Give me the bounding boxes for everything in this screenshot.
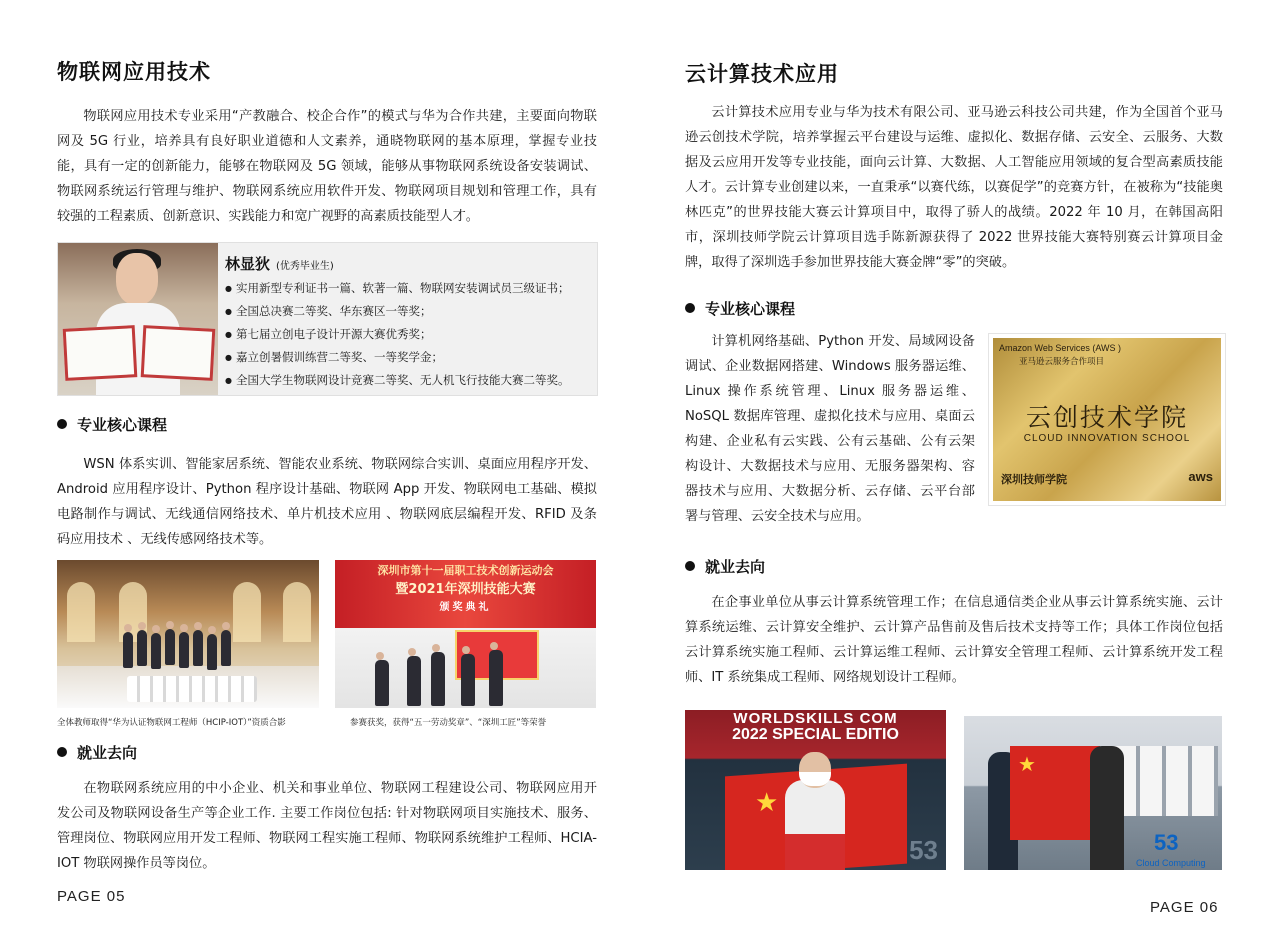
graduate-tag: (优秀毕业生) (276, 261, 334, 272)
iot-core-heading: 专业核心课程 (57, 414, 167, 435)
star-icon: ★ (755, 788, 779, 818)
award-item: ● 嘉立创暑假训练营二等奖、一等奖学金； (225, 346, 569, 369)
bullet-icon (685, 303, 695, 313)
graduate-awards (225, 277, 569, 392)
aws-logo: aws (1188, 469, 1213, 484)
page-number: PAGE 05 (57, 888, 126, 905)
award-item: ● 全国总决赛二等奖、华东赛区一等奖； (225, 300, 569, 323)
plaque-subtitle: CLOUD INNOVATION SCHOOL (1023, 433, 1191, 444)
graduate-photo (58, 243, 218, 395)
cloud-career-heading: 就业去向 (685, 556, 765, 577)
bullet-icon (57, 419, 67, 429)
star-icon: ★ (1018, 752, 1036, 776)
iot-career-text: 在物联网系统应用的中小企业、机关和事业单位、物联网工程建设公司、物联网应用开发公司及物联网设备生产等企业工作. 主要工作岗位包括: 针对物联网项目实施技术、服务、管理岗位、物联网应用开发工程师、物联网工程实施工程师、物联网系统维护工程师、HCIA-IOT 物联网操作员等岗位。 (57, 781, 597, 871)
cloud-core-heading: 专业核心课程 (685, 298, 795, 319)
teachers-group-photo (57, 560, 319, 708)
award-item: ● 实用新型专利证书一篇、软著一篇、物联网安装调试员三级证书； (225, 277, 569, 300)
cloud-intro: 云计算技术应用专业与华为技术有限公司、亚马逊云科技公司共建，作为全国首个亚马逊云创技术学院，培养掌握云平台建设与运维、虚拟化、数据存储、云安全、云服务、大数据及云应用开发等专业技能，面向云计算、大数据、人工智能应用领域的复合型高素质技能人才。云计算专业创建以来，一直秉承“以赛代练，以赛促学”的竞赛方针，在被称为“技能奥林匹克”的世界技能大赛云计算项目中，取得了骄人的战绩。2022 年 10 月，在韩国高阳市，深圳技师学院云计算项目选手陈新源获得了 2022 世界技能大赛特别赛云计算项目金牌，取得了深圳选手参加世界技能大赛金牌“零”的突破。 (685, 105, 1223, 270)
worldskills-winner-photo: WORLDSKILLS COM 2022 SPECIAL EDITIO ★ 53 (685, 710, 946, 870)
worldskills-team-photo: ★ 53 Cloud Computing (964, 716, 1222, 870)
award-item: ● 全国大学生物联网设计竞赛二等奖、无人机飞行技能大赛二等奖。 (225, 369, 569, 392)
iot-core-courses: WSN 体系实训、智能家居系统、智能农业系统、物联网综合实训、桌面应用程序开发、Android 应用程序设计、Python 程序设计基础、物联网 App 开发、物联网电工基础、模拟电路制作与调试、无线通信网络技术、单片机技术应用 、物联网底层编程开发、RFID 及条码应用技术 、无线传感网络技术等。 (57, 457, 597, 547)
graduate-name: 林显狄 (优秀毕业生) (225, 255, 334, 273)
cloud-career-text: 在企事业单位从事云计算系统管理工作；在信息通信类企业从事云计算系统实施、云计算系统运维、云计算安全维护、云计算产品售前及售后技术支持等工作；具体工作岗位包括云计算系统实施工程师、云计算运维工程师、云计算安全管理工程师、云计算系统开发工程师、IT 系统集成工程师、网络规划设计工程师。 (685, 595, 1223, 685)
cloud-core-courses: 计算机网络基础、Python 开发、局域网设备调试、企业数据网搭建、Windows 服务器运维、Linux 操作系统管理、Linux 服务器运维、NoSQL 数据库管理、虚拟化技术与应用、桌面云构建、企业私有云实践、公有云基础、公有云架构设计、大数据技术与应用、无服务器架构、容器技术与应用、大数据分析、云存储、云平台部署与管理、云安全技术与应用。 (685, 334, 975, 524)
school-logo-text: 深圳技师学院 (1001, 473, 1067, 486)
iot-career-heading: 就业去向 (57, 742, 137, 763)
bullet-icon (685, 561, 695, 571)
page-title-iot: 物联网应用技术 (57, 60, 211, 84)
page-number: PAGE 06 (1150, 899, 1219, 916)
teachers-photo-caption: 全体教师取得“华为认证物联网工程师（HCIP-IOT）”资质合影 (57, 718, 286, 728)
award-photo-caption: 参赛获奖，获得“五一劳动奖章”、“深圳工匠”等荣誉 (350, 718, 547, 728)
award-ceremony-photo: 深圳市第十一届职工技术创新运动会 暨2021年深圳技能大赛 颁奖典礼 (335, 560, 596, 708)
iot-intro: 物联网应用技术专业采用“产教融合、校企合作”的模式与华为合作共建，主要面向物联网及 5G 行业，培养具有良好职业道德和人文素养，通晓物联网的基本原理，掌握专业技能，具有一定的创新能力，能够在物联网及 5G 领域，能够从事物联网系统设备安装调试、物联网系统运行管理与维护、物联网系统应用软件开发、物联网项目规划和管理工作，具有较强的工程素质、创新意识、实践能力和宽广视野的高素质技能型人才。 (57, 109, 597, 224)
bullet-icon (57, 747, 67, 757)
plaque-title: 云创技术学院 (1025, 403, 1188, 432)
graduate-card (57, 242, 598, 396)
page-title-cloud: 云计算技术应用 (685, 62, 839, 86)
award-item: ● 第七届立创电子设计开源大赛优秀奖； (225, 323, 569, 346)
cloud-innovation-school-plaque: Amazon Web Services (AWS ) 亚马逊云服务合作项目 云创技术学院 CLOUD INNOVATION SCHOOL 深圳技师学院 aws (988, 333, 1226, 506)
